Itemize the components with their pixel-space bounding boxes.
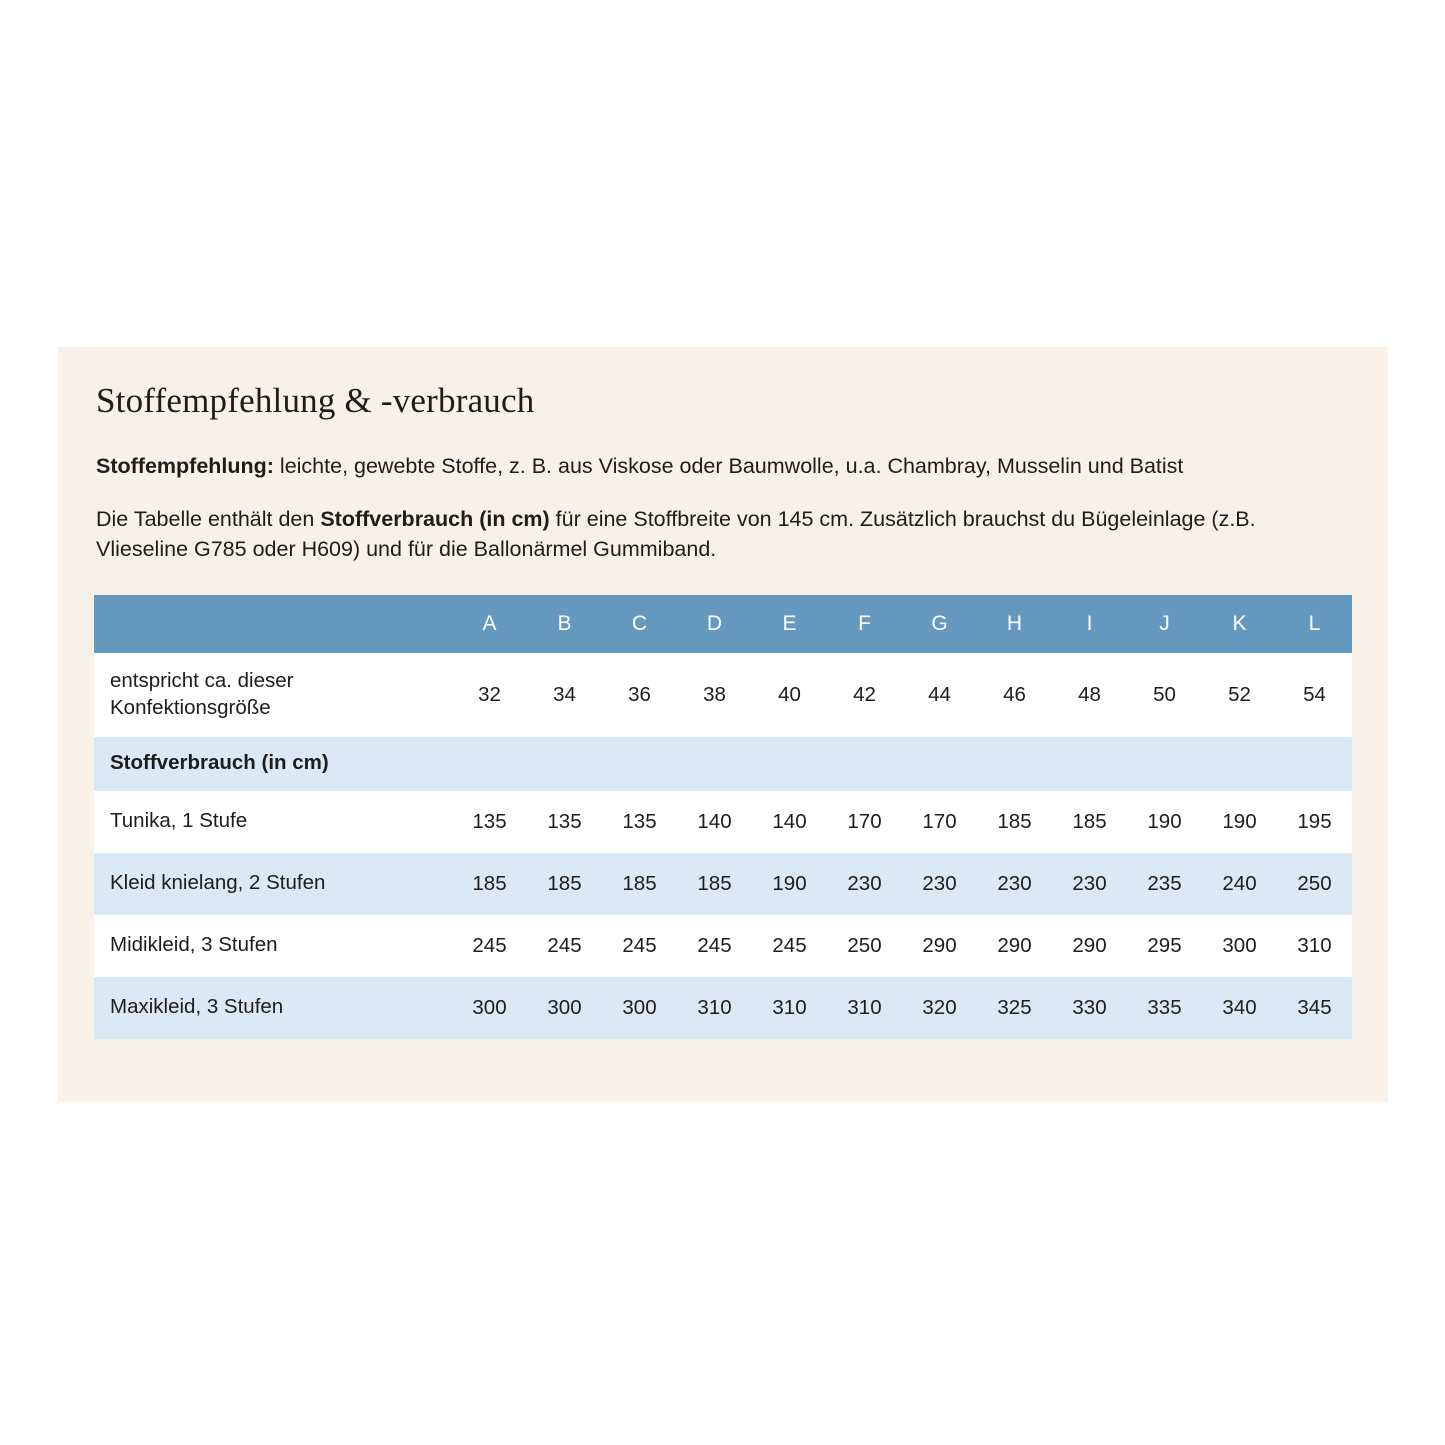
- fabric-recommendation-paragraph: [96, 451, 1352, 482]
- cell: 290: [1052, 915, 1127, 977]
- cell: 34: [527, 653, 602, 737]
- column-header-a: A: [452, 595, 527, 653]
- cell: 240: [1202, 853, 1277, 915]
- cell: 52: [1202, 653, 1277, 737]
- cell: [902, 737, 977, 791]
- cell: 310: [752, 977, 827, 1039]
- table-section-row: [94, 737, 1352, 791]
- cell: [1277, 737, 1352, 791]
- cell: 320: [902, 977, 977, 1039]
- cell: 32: [452, 653, 527, 737]
- cell: 245: [452, 915, 527, 977]
- cell: 135: [452, 791, 527, 853]
- cell: 190: [752, 853, 827, 915]
- consumption-note-pre: Die Tabelle enthält den: [96, 506, 321, 531]
- fabric-recommendation-label: Stoffempfehlung:: [96, 454, 274, 478]
- cell: [1202, 737, 1277, 791]
- cell: 44: [902, 653, 977, 737]
- cell: 230: [1052, 853, 1127, 915]
- cell: 170: [902, 791, 977, 853]
- cell: 190: [1127, 791, 1202, 853]
- column-header-e: E: [752, 595, 827, 653]
- cell: 46: [977, 653, 1052, 737]
- column-header-d: D: [677, 595, 752, 653]
- cell: 290: [977, 915, 1052, 977]
- column-header-l: L: [1277, 595, 1352, 653]
- table-row: [94, 853, 1352, 915]
- cell: 185: [977, 791, 1052, 853]
- cell: 230: [977, 853, 1052, 915]
- fabric-info-card: [58, 347, 1388, 1102]
- table-corner-cell: [94, 595, 452, 653]
- table-header: [94, 595, 1352, 653]
- cell: 340: [1202, 977, 1277, 1039]
- column-header-k: K: [1202, 595, 1277, 653]
- cell: 195: [1277, 791, 1352, 853]
- column-header-i: I: [1052, 595, 1127, 653]
- cell: 245: [677, 915, 752, 977]
- cell: 245: [752, 915, 827, 977]
- cell: 185: [1052, 791, 1127, 853]
- fabric-consumption-paragraph: [96, 504, 1276, 565]
- row-label-midikleid: Midikleid, 3 Stufen: [94, 915, 452, 977]
- table-row: [94, 653, 1352, 737]
- cell: 50: [1127, 653, 1202, 737]
- column-header-j: J: [1127, 595, 1202, 653]
- column-header-f: F: [827, 595, 902, 653]
- fabric-recommendation-text: leichte, gewebte Stoffe, z. B. aus Viskose oder Baumwolle, u.a. Chambray, Musselin und Batist: [273, 454, 1184, 478]
- cell: [1052, 737, 1127, 791]
- consumption-note-post: für eine Stoffbreite von 145 cm. Zusätzlich brauchst du Bügeleinlage (z.B. Vlieseline G785 oder H609) und für die Ballonärmel Gummiband.: [96, 506, 1256, 562]
- cell: 245: [527, 915, 602, 977]
- cell: 36: [602, 653, 677, 737]
- table-row: [94, 791, 1352, 853]
- cell: 300: [452, 977, 527, 1039]
- row-label-konfektionsgroesse: entspricht ca. dieser Konfektionsgröße: [94, 653, 452, 737]
- row-label-stoffverbrauch: Stoffverbrauch (in cm): [94, 737, 452, 791]
- cell: 295: [1127, 915, 1202, 977]
- cell: [452, 737, 527, 791]
- cell: 230: [827, 853, 902, 915]
- cell: 250: [827, 915, 902, 977]
- table-row: [94, 915, 1352, 977]
- cell: 190: [1202, 791, 1277, 853]
- cell: 300: [527, 977, 602, 1039]
- cell: 325: [977, 977, 1052, 1039]
- cell: 40: [752, 653, 827, 737]
- cell: 230: [902, 853, 977, 915]
- cell: 38: [677, 653, 752, 737]
- table-body: [94, 653, 1352, 1039]
- cell: 290: [902, 915, 977, 977]
- column-header-h: H: [977, 595, 1052, 653]
- row-label-maxikleid: Maxikleid, 3 Stufen: [94, 977, 452, 1039]
- cell: 140: [677, 791, 752, 853]
- cell: [752, 737, 827, 791]
- table-header-row: [94, 595, 1352, 653]
- cell: [602, 737, 677, 791]
- row-label-tunika: Tunika, 1 Stufe: [94, 791, 452, 853]
- cell: 170: [827, 791, 902, 853]
- cell: [1127, 737, 1202, 791]
- cell: 335: [1127, 977, 1202, 1039]
- cell: 300: [1202, 915, 1277, 977]
- cell: 140: [752, 791, 827, 853]
- cell: 185: [677, 853, 752, 915]
- cell: 310: [1277, 915, 1352, 977]
- cell: 310: [677, 977, 752, 1039]
- cell: 42: [827, 653, 902, 737]
- cell: 235: [1127, 853, 1202, 915]
- cell: 135: [602, 791, 677, 853]
- page-title: Stoffempfehlung & -verbrauch: [96, 381, 535, 420]
- cell: 54: [1277, 653, 1352, 737]
- cell: 310: [827, 977, 902, 1039]
- cell: 185: [452, 853, 527, 915]
- cell: 135: [527, 791, 602, 853]
- cell: 185: [527, 853, 602, 915]
- cell: [827, 737, 902, 791]
- cell: 245: [602, 915, 677, 977]
- column-header-g: G: [902, 595, 977, 653]
- cell: 300: [602, 977, 677, 1039]
- cell: [677, 737, 752, 791]
- cell: 48: [1052, 653, 1127, 737]
- cell: 250: [1277, 853, 1352, 915]
- column-header-c: C: [602, 595, 677, 653]
- consumption-note-strong: Stoffverbrauch (in cm): [320, 506, 550, 531]
- cell: 330: [1052, 977, 1127, 1039]
- cell: [977, 737, 1052, 791]
- cell: [527, 737, 602, 791]
- table-row: [94, 977, 1352, 1039]
- cell: 345: [1277, 977, 1352, 1039]
- cell: 185: [602, 853, 677, 915]
- column-header-b: B: [527, 595, 602, 653]
- row-label-kleid-knielang: Kleid knielang, 2 Stufen: [94, 853, 452, 915]
- fabric-consumption-table: [94, 595, 1352, 1039]
